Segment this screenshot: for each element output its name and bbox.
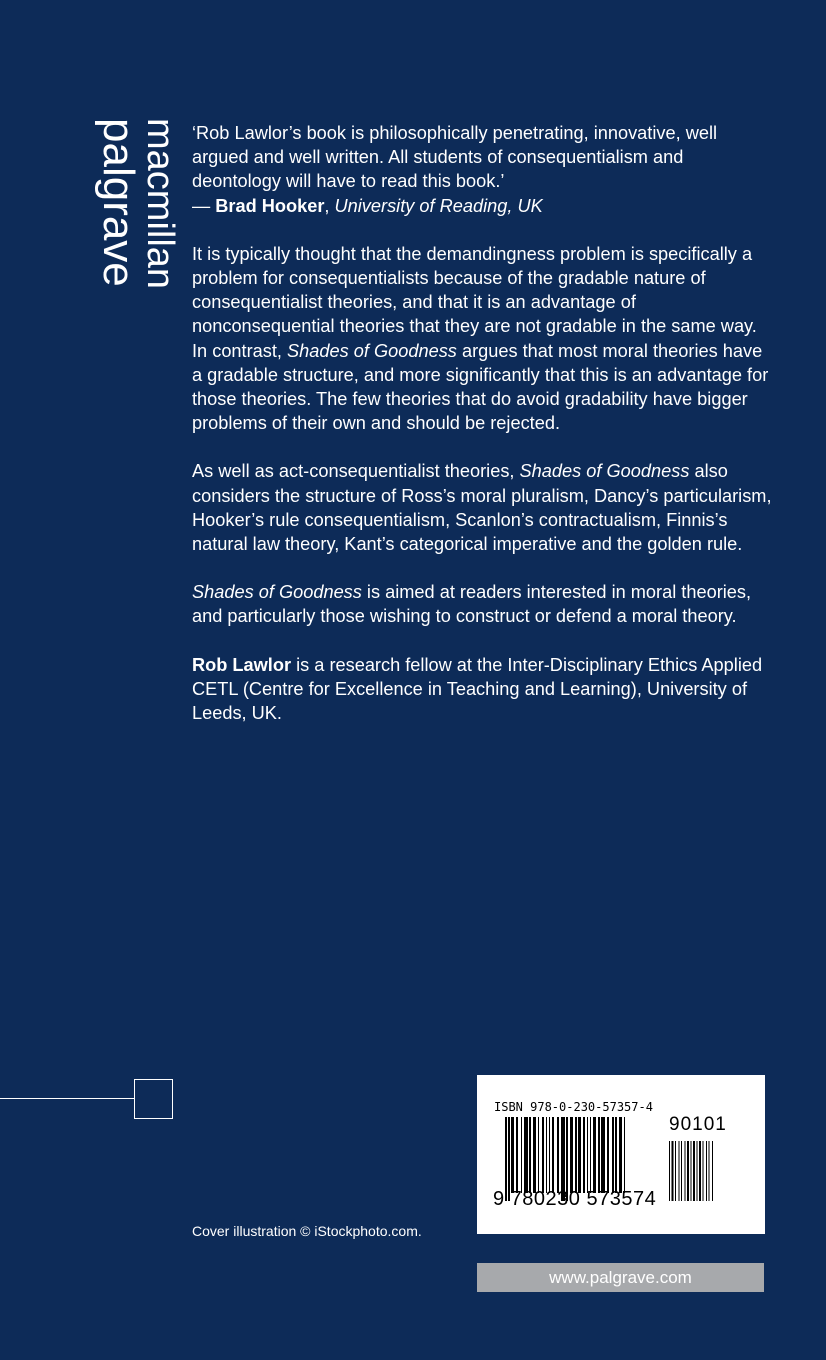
addon-barcode-bar xyxy=(706,1141,707,1201)
barcode-bar xyxy=(583,1117,585,1193)
endorser-name: Brad Hooker xyxy=(215,195,325,216)
barcode-bar xyxy=(598,1117,600,1193)
barcode-bar xyxy=(557,1117,559,1193)
paragraph-text: As well as act-consequentialist theories, xyxy=(192,461,520,482)
paragraph-text: also considers the structure of Ross’s moral pluralism, Dancy’s particularism, Hooker’s rule consequentialism, Scanlon’s contractualism, Finnis’s natural law theory, Kant’s categorical imperative and the golden rule. xyxy=(192,461,772,555)
isbn-number: ISBN 978-0-230-57357-4 xyxy=(494,1100,653,1114)
barcode-bar xyxy=(524,1117,528,1193)
paragraph-text: It is typically thought that the demandingness problem is specifically a problem for consequentialists because of the gradable nature of consequentialist theories, and that it is an advantage of nonconsequential theories that they are not gradable in the same way. In contrast, xyxy=(192,243,757,361)
quote-text: ‘Rob Lawlor’s book is philosophically penetrating, innovative, well argued and well written. All students of consequentialism and deontology will have to read this book.’ xyxy=(192,123,718,192)
price-addon-code: 90101 xyxy=(669,1114,727,1135)
description-paragraph-1 xyxy=(192,242,772,436)
barcode-bar xyxy=(615,1117,617,1193)
book-title-mention: Shades of Goodness xyxy=(192,582,362,603)
barcode-bar xyxy=(619,1117,622,1193)
author-name: Rob Lawlor xyxy=(192,654,292,675)
endorser-affiliation: University of Reading, UK xyxy=(334,195,543,216)
barcode-bar xyxy=(529,1117,531,1193)
barcode-bar xyxy=(590,1117,591,1193)
addon-barcode-bar xyxy=(712,1141,713,1201)
barcode-bar xyxy=(612,1117,614,1193)
website-url[interactable]: www.palgrave.com xyxy=(549,1268,692,1287)
addon-barcode-bar xyxy=(699,1141,701,1201)
barcode-bar xyxy=(542,1117,544,1193)
addon-barcode-bar xyxy=(669,1141,670,1201)
addon-barcode-bar xyxy=(685,1141,686,1201)
author-bio-text: is a research fellow at the Inter-Disciplinary Ethics Applied CETL (Centre for Excellence in Teaching and Learning), University of Leeds, UK. xyxy=(192,654,763,724)
ean-digits: 9 780230 573574 xyxy=(493,1188,657,1210)
paragraph-text: is aimed at readers interested in moral theories, and particularly those wishing to construct or defend a moral theory. xyxy=(192,582,752,627)
decorative-square xyxy=(134,1079,173,1119)
addon-barcode-bar xyxy=(687,1141,689,1201)
website-bar xyxy=(477,1263,764,1292)
barcode-bar xyxy=(511,1117,514,1193)
barcode-bar xyxy=(533,1117,536,1193)
addon-barcode-bar xyxy=(679,1141,680,1201)
barcode-bar xyxy=(521,1117,522,1193)
blurb xyxy=(192,121,772,749)
author-bio xyxy=(192,653,772,726)
addon-barcode-bar xyxy=(691,1141,692,1201)
attribution-dash: — xyxy=(192,195,216,216)
barcode-bar xyxy=(516,1117,518,1193)
barcode-bar xyxy=(601,1117,605,1193)
paragraph-text: argues that most moral theories have a gradable structure, and more significantly that this is an advantage for those theories. The few theories that do avoid gradability have bigger problems of their own and should be rejected. xyxy=(192,340,769,434)
addon-barcode-bar xyxy=(675,1141,676,1201)
barcode-bar xyxy=(587,1117,588,1193)
decorative-rule-line xyxy=(0,1098,134,1099)
addon-barcode-bar xyxy=(672,1141,674,1201)
palgrave-macmillan-logo xyxy=(92,118,181,308)
addon-barcode-bar xyxy=(697,1141,698,1201)
addon-barcode-bar xyxy=(709,1141,710,1201)
barcode-bar xyxy=(552,1117,554,1193)
addon-barcode-bar xyxy=(681,1141,682,1201)
book-title-mention: Shades of Goodness xyxy=(287,340,457,361)
cover-illustration-credit: Cover illustration © iStockphoto.com. xyxy=(192,1223,422,1239)
barcode-bar xyxy=(575,1117,577,1193)
logo-word-macmillan: macmillan xyxy=(139,118,181,290)
barcode-bar xyxy=(570,1117,573,1193)
barcode-bar xyxy=(549,1117,550,1193)
endorsement-quote xyxy=(192,121,772,218)
addon-barcode-bar xyxy=(693,1141,695,1201)
barcode-bar xyxy=(607,1117,609,1193)
attribution-separator: , xyxy=(324,195,335,216)
addon-barcode-bar xyxy=(703,1141,704,1201)
barcode-bar xyxy=(578,1117,581,1193)
barcode-bar xyxy=(624,1117,625,1193)
description-paragraph-2 xyxy=(192,459,772,556)
book-title-mention: Shades of Goodness xyxy=(519,461,690,482)
barcode-bar xyxy=(538,1117,539,1193)
barcode-bar xyxy=(546,1117,547,1193)
logo-word-palgrave: palgrave xyxy=(94,118,143,287)
isbn-barcode xyxy=(477,1075,765,1234)
description-paragraph-3 xyxy=(192,580,772,628)
barcode-bar xyxy=(593,1117,596,1193)
